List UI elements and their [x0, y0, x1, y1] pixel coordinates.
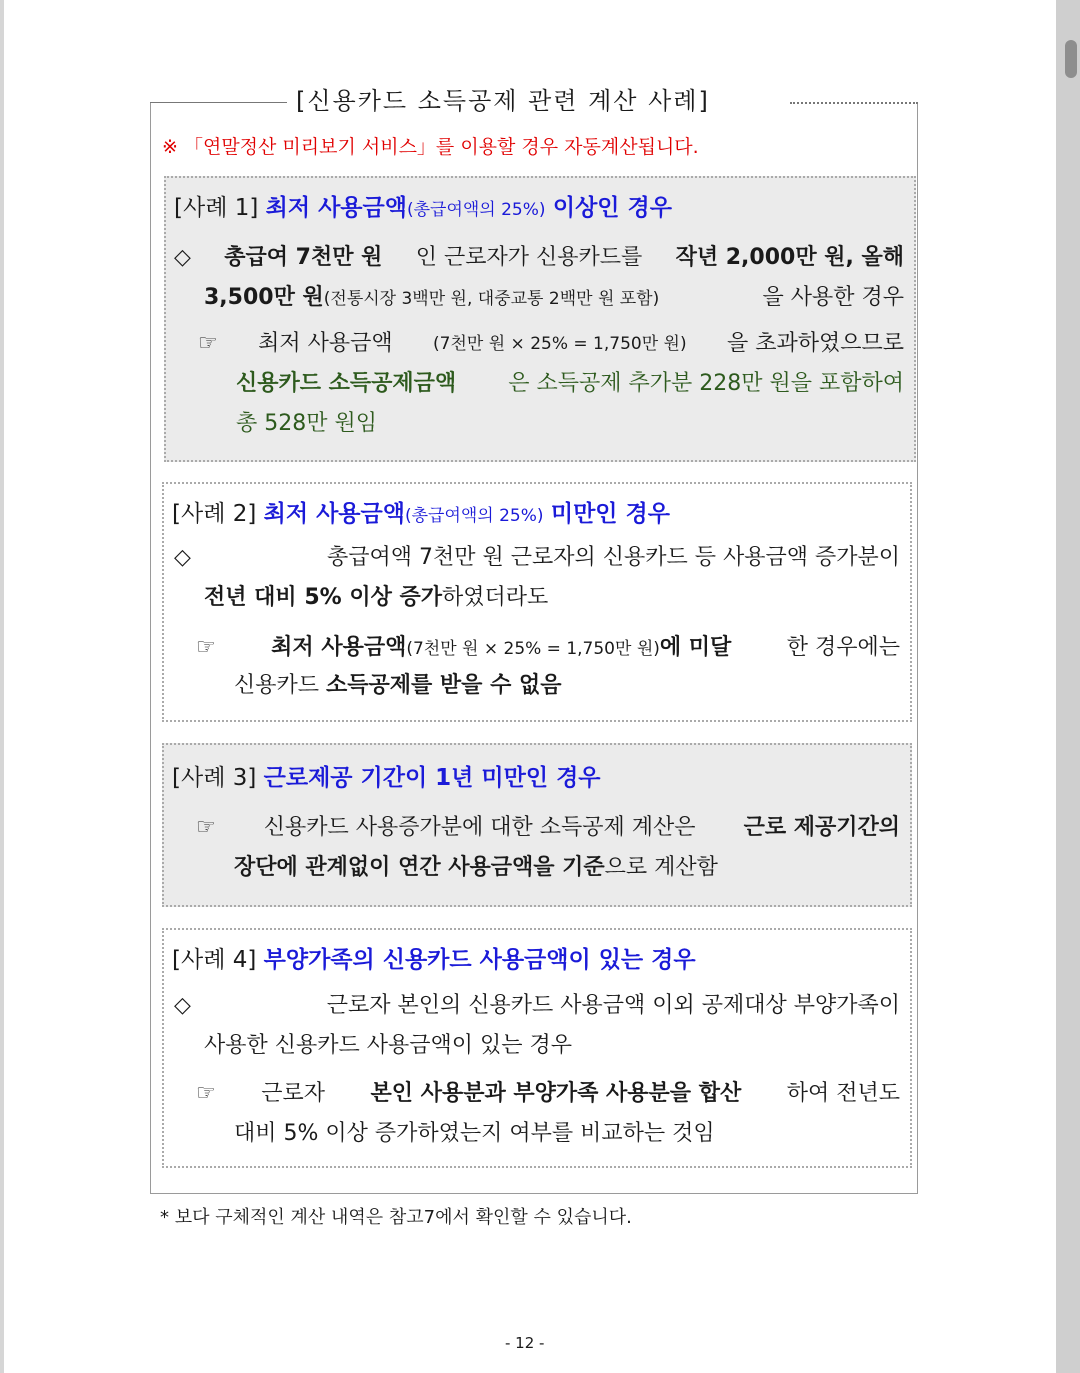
- footnote: * 보다 구체적인 계산 내역은 참고7에서 확인할 수 있습니다.: [160, 1207, 632, 1228]
- pointing-hand-icon: ☞: [196, 635, 216, 660]
- diamond-bullet-icon: ◇: [174, 993, 191, 1018]
- pointing-hand-icon: ☞: [196, 815, 216, 840]
- frame-title: [신용카드 소득공제 관련 계산 사례]: [296, 87, 710, 115]
- pointing-hand-icon: ☞: [196, 1081, 216, 1106]
- case-4-arrow-line-2: 대비 5% 이상 증가하였는지 여부를 비교하는 것임: [234, 1121, 715, 1146]
- page-number: - 12 -: [505, 1334, 545, 1352]
- case-1-arrow-line-3: 총 528만 원임: [236, 411, 377, 436]
- case-label: [사례 3]: [172, 765, 257, 791]
- frame-top-dotted-border: [790, 102, 918, 104]
- case-3-arrow-line-1: ☞ 신용카드 사용증가분에 대한 소득공제 계산은 근로 제공기간의: [196, 810, 900, 846]
- case-2-heading: [사례 2] 최저 사용금액(총급여액의 25%) 미만인 경우: [172, 501, 670, 527]
- scrollbar-track[interactable]: [1056, 0, 1080, 1373]
- case-3-heading: [사례 3] 근로제공 기간이 1년 미만인 경우: [172, 765, 601, 791]
- case-1-arrow-line-2: 신용카드 소득공제금액 은 소득공제 추가분 228만 원을 포함하여: [236, 371, 904, 396]
- case-2-bullet-line-2: 전년 대비 5% 이상 증가하였더라도: [204, 585, 549, 610]
- case-label: [사례 4]: [172, 947, 257, 973]
- case-1-bullet-line-1: ◇ 총급여 7천만 원 인 근로자가 신용카드를 작년 2,000만 원, 올해: [174, 240, 904, 276]
- case-4-bullet-line-1: ◇ 근로자 본인의 신용카드 사용금액 이외 공제대상 부양가족이: [174, 988, 900, 1024]
- case-3-arrow-line-2: 장단에 관계없이 연간 사용금액을 기준으로 계산함: [234, 855, 718, 880]
- case-1-heading: [사례 1] 최저 사용금액(총급여액의 25%) 이상인 경우: [174, 195, 672, 221]
- case-2-arrow-line-2: 신용카드 소득공제를 받을 수 없음: [234, 673, 562, 698]
- case-label: [사례 1]: [174, 195, 259, 221]
- case-2-arrow-line-1: ☞ 최저 사용금액(7천만 원 × 25% = 1,750만 원)에 미달 한 경우에는: [196, 630, 900, 667]
- diamond-bullet-icon: ◇: [174, 245, 191, 270]
- diamond-bullet-icon: ◇: [174, 545, 191, 570]
- scrollbar-thumb[interactable]: [1065, 40, 1077, 78]
- frame-top-border: [150, 102, 287, 103]
- case-2-bullet-line-1: ◇ 총급여액 7천만 원 근로자의 신용카드 등 사용금액 증가분이: [174, 540, 900, 576]
- case-1-bullet-line-2: 3,500만 원(전통시장 3백만 원, 대중교통 2백만 원 포함) 을 사용한 경우: [204, 285, 904, 310]
- case-4-heading: [사례 4] 부양가족의 신용카드 사용금액이 있는 경우: [172, 947, 696, 973]
- case-1-arrow-line-1: ☞ 최저 사용금액 (7천만 원 × 25% = 1,750만 원) 을 초과하였으므로: [198, 326, 904, 362]
- case-label: [사례 2]: [172, 501, 257, 527]
- auto-calc-notice: ※ 「연말정산 미리보기 서비스」를 이용할 경우 자동계산됩니다.: [162, 136, 699, 158]
- pointing-hand-icon: ☞: [198, 331, 218, 356]
- case-4-arrow-line-1: ☞ 근로자 본인 사용분과 부양가족 사용분을 합산 하여 전년도: [196, 1076, 900, 1112]
- case-4-bullet-line-2: 사용한 신용카드 사용금액이 있는 경우: [204, 1033, 573, 1058]
